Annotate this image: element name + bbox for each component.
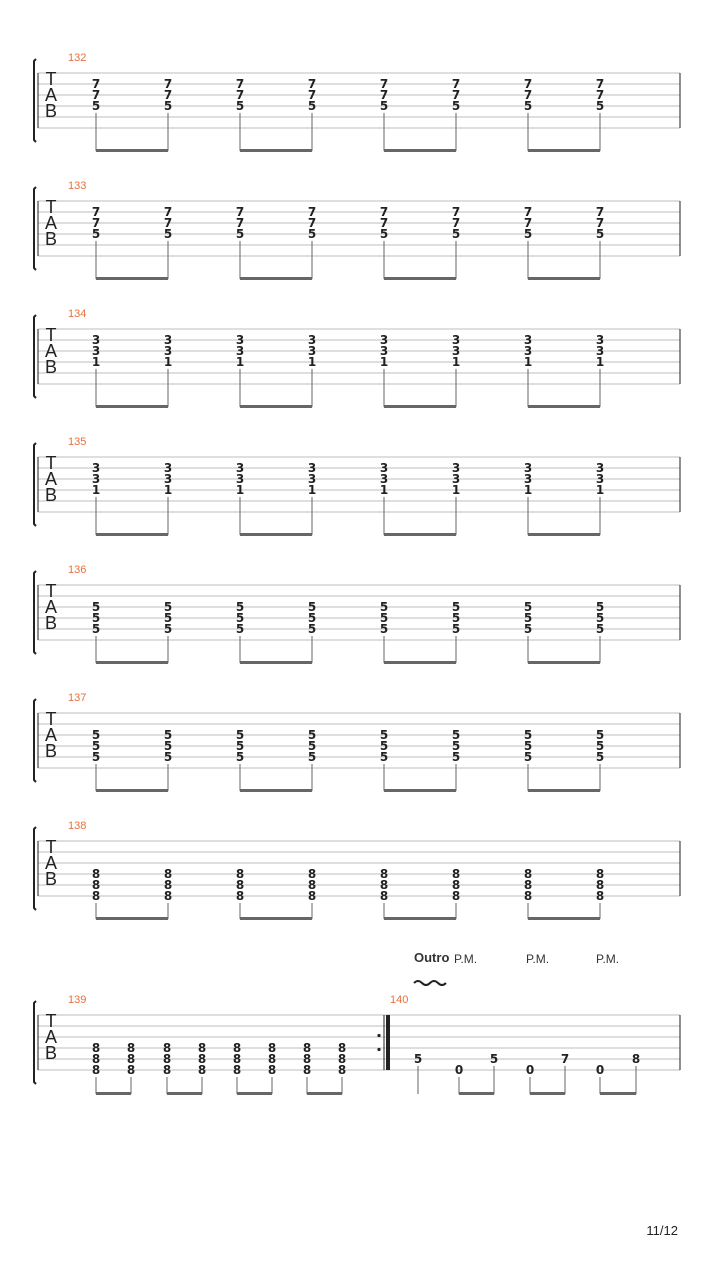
fret-number: 8 <box>267 1041 277 1055</box>
beam <box>600 1092 636 1095</box>
vibrato-icon <box>414 981 446 985</box>
fret-number: 5 <box>91 600 101 614</box>
measure-number: 137 <box>68 692 87 704</box>
fret-number: 5 <box>379 99 389 113</box>
fret-number: 0 <box>595 1063 605 1077</box>
beam <box>96 533 168 536</box>
fret-number: 5 <box>523 750 533 764</box>
tab-clef-letter: B <box>44 613 58 633</box>
fret-number: 5 <box>451 739 461 753</box>
fret-number: 5 <box>307 99 317 113</box>
fret-number: 7 <box>163 88 173 102</box>
fret-number: 5 <box>379 600 389 614</box>
fret-number: 5 <box>379 750 389 764</box>
fret-number: 8 <box>379 867 389 881</box>
fret-number: 5 <box>489 1052 499 1066</box>
fret-number: 7 <box>307 216 317 230</box>
system-bracket <box>34 827 36 910</box>
fret-number: 3 <box>235 461 245 475</box>
tab-clef-letter: A <box>44 597 58 617</box>
fret-number: 3 <box>595 344 605 358</box>
fret-number: 8 <box>307 878 317 892</box>
fret-number: 5 <box>163 611 173 625</box>
fret-number: 5 <box>91 739 101 753</box>
fret-number: 5 <box>595 750 605 764</box>
tab-clef-letter: A <box>44 85 58 105</box>
fret-number: 5 <box>91 99 101 113</box>
fret-number: 5 <box>413 1052 423 1066</box>
fret-number: 8 <box>162 1063 172 1077</box>
fret-number: 3 <box>307 333 317 347</box>
tab-clef-letter: A <box>44 725 58 745</box>
beam <box>240 917 312 920</box>
tab-clef-letter: T <box>45 581 57 601</box>
fret-number: 5 <box>235 728 245 742</box>
fret-number: 7 <box>595 205 605 219</box>
fret-number: 5 <box>91 728 101 742</box>
fret-number: 5 <box>451 600 461 614</box>
fret-number: 5 <box>379 611 389 625</box>
beam <box>237 1092 272 1095</box>
fret-number: 8 <box>163 878 173 892</box>
measure-number: 134 <box>68 308 87 320</box>
fret-number: 8 <box>126 1052 136 1066</box>
fret-number: 8 <box>595 889 605 903</box>
fret-number: 3 <box>163 344 173 358</box>
fret-number: 5 <box>595 728 605 742</box>
fret-number: 8 <box>197 1052 207 1066</box>
fret-number: 8 <box>307 867 317 881</box>
fret-number: 5 <box>235 99 245 113</box>
fret-number: 5 <box>235 227 245 241</box>
fret-number: 5 <box>163 600 173 614</box>
fret-number: 3 <box>307 344 317 358</box>
fret-number: 5 <box>379 728 389 742</box>
palm-mute-label: P.M. <box>454 952 478 966</box>
fret-number: 5 <box>307 227 317 241</box>
beam <box>240 789 312 792</box>
fret-number: 3 <box>235 333 245 347</box>
system-bracket <box>34 315 36 398</box>
beam <box>528 149 600 152</box>
measure-number: 136 <box>68 564 87 576</box>
fret-number: 7 <box>379 88 389 102</box>
fret-number: 7 <box>379 77 389 91</box>
fret-number: 3 <box>91 472 101 486</box>
fret-number: 8 <box>451 878 461 892</box>
fret-number: 5 <box>307 611 317 625</box>
beam <box>384 405 456 408</box>
fret-number: 7 <box>91 205 101 219</box>
page-number: 11/12 <box>646 1223 678 1238</box>
fret-number: 8 <box>337 1041 347 1055</box>
beam <box>528 917 600 920</box>
fret-number: 1 <box>91 483 101 497</box>
fret-number: 7 <box>560 1052 570 1066</box>
fret-number: 0 <box>454 1063 464 1077</box>
beam <box>240 405 312 408</box>
beam <box>530 1092 565 1095</box>
tab-clef-letter: T <box>45 837 57 857</box>
fret-number: 1 <box>595 483 605 497</box>
fret-number: 1 <box>451 483 461 497</box>
fret-number: 5 <box>91 227 101 241</box>
fret-number: 8 <box>235 878 245 892</box>
beam <box>96 789 168 792</box>
tab-clef-letter: A <box>44 341 58 361</box>
fret-number: 5 <box>91 750 101 764</box>
fret-number: 7 <box>379 205 389 219</box>
fret-number: 3 <box>451 333 461 347</box>
fret-number: 3 <box>523 472 533 486</box>
fret-number: 3 <box>595 461 605 475</box>
fret-number: 3 <box>307 472 317 486</box>
measure-number: 132 <box>68 52 87 64</box>
fret-number: 5 <box>379 227 389 241</box>
fret-number: 1 <box>379 483 389 497</box>
fret-number: 1 <box>379 355 389 369</box>
fret-number: 1 <box>595 355 605 369</box>
fret-number: 8 <box>126 1063 136 1077</box>
fret-number: 3 <box>379 344 389 358</box>
fret-number: 5 <box>451 728 461 742</box>
fret-number: 5 <box>163 622 173 636</box>
fret-number: 1 <box>163 355 173 369</box>
fret-number: 5 <box>379 739 389 753</box>
fret-number: 1 <box>307 483 317 497</box>
fret-number: 3 <box>379 461 389 475</box>
system-bracket <box>34 59 36 142</box>
tab-clef-letter: T <box>45 709 57 729</box>
fret-number: 7 <box>451 216 461 230</box>
beam <box>384 277 456 280</box>
fret-number: 8 <box>595 878 605 892</box>
beam <box>240 661 312 664</box>
fret-number: 3 <box>379 333 389 347</box>
palm-mute-label: P.M. <box>526 952 550 966</box>
fret-number: 8 <box>232 1063 242 1077</box>
fret-number: 5 <box>523 622 533 636</box>
fret-number: 3 <box>451 344 461 358</box>
section-label-outro: Outro <box>414 950 450 965</box>
beam <box>240 277 312 280</box>
tab-clef-letter: T <box>45 453 57 473</box>
fret-number: 5 <box>163 728 173 742</box>
tab-clef-letter: T <box>45 69 57 89</box>
repeat-dot <box>377 1048 380 1051</box>
fret-number: 5 <box>523 227 533 241</box>
tab-clef-letter: B <box>44 741 58 761</box>
fret-number: 3 <box>235 344 245 358</box>
fret-number: 8 <box>91 889 101 903</box>
system-bracket <box>34 443 36 526</box>
fret-number: 8 <box>451 867 461 881</box>
fret-number: 1 <box>307 355 317 369</box>
fret-number: 5 <box>307 600 317 614</box>
fret-number: 8 <box>197 1063 207 1077</box>
beam <box>167 1092 202 1095</box>
tab-clef-letter: A <box>44 1027 58 1047</box>
fret-number: 7 <box>91 77 101 91</box>
fret-number: 8 <box>197 1041 207 1055</box>
fret-number: 5 <box>235 739 245 753</box>
system-bracket <box>34 187 36 270</box>
fret-number: 1 <box>235 483 245 497</box>
tab-clef-letter: B <box>44 229 58 249</box>
measure-number: 135 <box>68 436 87 448</box>
fret-number: 7 <box>595 88 605 102</box>
fret-number: 8 <box>232 1052 242 1066</box>
fret-number: 8 <box>631 1052 641 1066</box>
fret-number: 5 <box>451 611 461 625</box>
fret-number: 7 <box>235 88 245 102</box>
measure-number: 138 <box>68 820 87 832</box>
repeat-barline-thick <box>386 1015 390 1070</box>
fret-number: 7 <box>451 88 461 102</box>
fret-number: 8 <box>379 878 389 892</box>
fret-number: 5 <box>523 99 533 113</box>
fret-number: 8 <box>302 1063 312 1077</box>
fret-number: 5 <box>91 622 101 636</box>
tab-clef-letter: B <box>44 357 58 377</box>
fret-number: 5 <box>523 728 533 742</box>
fret-number: 8 <box>126 1041 136 1055</box>
beam <box>384 149 456 152</box>
fret-number: 8 <box>307 889 317 903</box>
tab-clef-letter: B <box>44 101 58 121</box>
fret-number: 5 <box>595 739 605 753</box>
measure-number: 140 <box>390 994 409 1006</box>
fret-number: 7 <box>451 205 461 219</box>
fret-number: 8 <box>91 878 101 892</box>
tab-clef-letter: B <box>44 485 58 505</box>
fret-number: 5 <box>451 227 461 241</box>
fret-number: 8 <box>302 1052 312 1066</box>
fret-number: 7 <box>523 88 533 102</box>
fret-number: 8 <box>163 889 173 903</box>
fret-number: 7 <box>595 216 605 230</box>
beam <box>528 789 600 792</box>
fret-number: 8 <box>162 1041 172 1055</box>
fret-number: 5 <box>451 99 461 113</box>
measure-number: 139 <box>68 994 87 1006</box>
fret-number: 8 <box>523 878 533 892</box>
fret-number: 7 <box>163 205 173 219</box>
fret-number: 7 <box>523 216 533 230</box>
fret-number: 1 <box>91 355 101 369</box>
beam <box>96 277 168 280</box>
fret-number: 5 <box>595 99 605 113</box>
fret-number: 7 <box>451 77 461 91</box>
fret-number: 3 <box>163 333 173 347</box>
fret-number: 8 <box>91 1052 101 1066</box>
tab-clef-letter: T <box>45 197 57 217</box>
fret-number: 3 <box>91 461 101 475</box>
fret-number: 5 <box>163 739 173 753</box>
system-bracket <box>34 571 36 654</box>
fret-number: 5 <box>595 600 605 614</box>
fret-number: 8 <box>337 1052 347 1066</box>
fret-number: 7 <box>91 88 101 102</box>
beam <box>96 1092 131 1095</box>
fret-number: 3 <box>451 472 461 486</box>
fret-number: 7 <box>91 216 101 230</box>
fret-number: 7 <box>163 216 173 230</box>
tab-clef-letter: A <box>44 469 58 489</box>
fret-number: 3 <box>523 333 533 347</box>
beam <box>528 277 600 280</box>
fret-number: 3 <box>91 344 101 358</box>
fret-number: 8 <box>232 1041 242 1055</box>
fret-number: 7 <box>379 216 389 230</box>
fret-number: 5 <box>91 611 101 625</box>
fret-number: 3 <box>235 472 245 486</box>
fret-number: 3 <box>451 461 461 475</box>
fret-number: 7 <box>307 77 317 91</box>
fret-number: 3 <box>523 461 533 475</box>
fret-number: 8 <box>235 867 245 881</box>
beam <box>459 1092 494 1095</box>
fret-number: 5 <box>595 622 605 636</box>
fret-number: 5 <box>235 750 245 764</box>
beam <box>307 1092 342 1095</box>
fret-number: 5 <box>523 611 533 625</box>
fret-number: 8 <box>162 1052 172 1066</box>
fret-number: 1 <box>451 355 461 369</box>
fret-number: 8 <box>302 1041 312 1055</box>
beam <box>96 149 168 152</box>
tab-clef-letter: A <box>44 853 58 873</box>
system-bracket <box>34 699 36 782</box>
tab-clef-letter: A <box>44 213 58 233</box>
fret-number: 8 <box>235 889 245 903</box>
fret-number: 3 <box>523 344 533 358</box>
fret-number: 5 <box>451 622 461 636</box>
tab-clef-letter: T <box>45 1011 57 1031</box>
fret-number: 3 <box>379 472 389 486</box>
beam <box>96 917 168 920</box>
beam <box>384 533 456 536</box>
fret-number: 5 <box>523 739 533 753</box>
fret-number: 5 <box>307 750 317 764</box>
fret-number: 7 <box>307 205 317 219</box>
beam <box>96 661 168 664</box>
fret-number: 5 <box>235 611 245 625</box>
beam <box>240 533 312 536</box>
tab-clef-letter: B <box>44 1043 58 1063</box>
fret-number: 8 <box>91 867 101 881</box>
fret-number: 1 <box>523 483 533 497</box>
fret-number: 8 <box>523 867 533 881</box>
fret-number: 8 <box>595 867 605 881</box>
fret-number: 8 <box>91 1041 101 1055</box>
fret-number: 5 <box>163 750 173 764</box>
beam <box>384 917 456 920</box>
beam <box>528 533 600 536</box>
fret-number: 5 <box>307 622 317 636</box>
fret-number: 8 <box>267 1052 277 1066</box>
fret-number: 7 <box>163 77 173 91</box>
measure-number: 133 <box>68 180 87 192</box>
fret-number: 5 <box>163 99 173 113</box>
fret-number: 7 <box>523 205 533 219</box>
fret-number: 8 <box>523 889 533 903</box>
fret-number: 5 <box>595 611 605 625</box>
fret-number: 3 <box>91 333 101 347</box>
tab-clef-letter: T <box>45 325 57 345</box>
fret-number: 5 <box>379 622 389 636</box>
fret-number: 5 <box>163 227 173 241</box>
fret-number: 7 <box>523 77 533 91</box>
fret-number: 8 <box>91 1063 101 1077</box>
fret-number: 0 <box>525 1063 535 1077</box>
fret-number: 3 <box>307 461 317 475</box>
fret-number: 3 <box>595 472 605 486</box>
fret-number: 1 <box>163 483 173 497</box>
fret-number: 7 <box>235 77 245 91</box>
tab-clef-letter: B <box>44 869 58 889</box>
fret-number: 5 <box>451 750 461 764</box>
fret-number: 7 <box>235 216 245 230</box>
fret-number: 8 <box>379 889 389 903</box>
beam <box>384 789 456 792</box>
fret-number: 3 <box>163 472 173 486</box>
fret-number: 1 <box>235 355 245 369</box>
beam <box>528 661 600 664</box>
fret-number: 8 <box>163 867 173 881</box>
fret-number: 5 <box>235 622 245 636</box>
fret-number: 8 <box>337 1063 347 1077</box>
fret-number: 5 <box>595 227 605 241</box>
beam <box>528 405 600 408</box>
fret-number: 3 <box>163 461 173 475</box>
fret-number: 3 <box>595 333 605 347</box>
fret-number: 7 <box>235 205 245 219</box>
fret-number: 7 <box>595 77 605 91</box>
beam <box>96 405 168 408</box>
fret-number: 5 <box>307 739 317 753</box>
fret-number: 5 <box>235 600 245 614</box>
beam <box>384 661 456 664</box>
fret-number: 8 <box>451 889 461 903</box>
palm-mute-label: P.M. <box>596 952 620 966</box>
fret-number: 1 <box>523 355 533 369</box>
repeat-dot <box>377 1034 380 1037</box>
fret-number: 5 <box>523 600 533 614</box>
system-bracket <box>34 1001 36 1084</box>
fret-number: 7 <box>307 88 317 102</box>
beam <box>240 149 312 152</box>
fret-number: 5 <box>307 728 317 742</box>
fret-number: 8 <box>267 1063 277 1077</box>
